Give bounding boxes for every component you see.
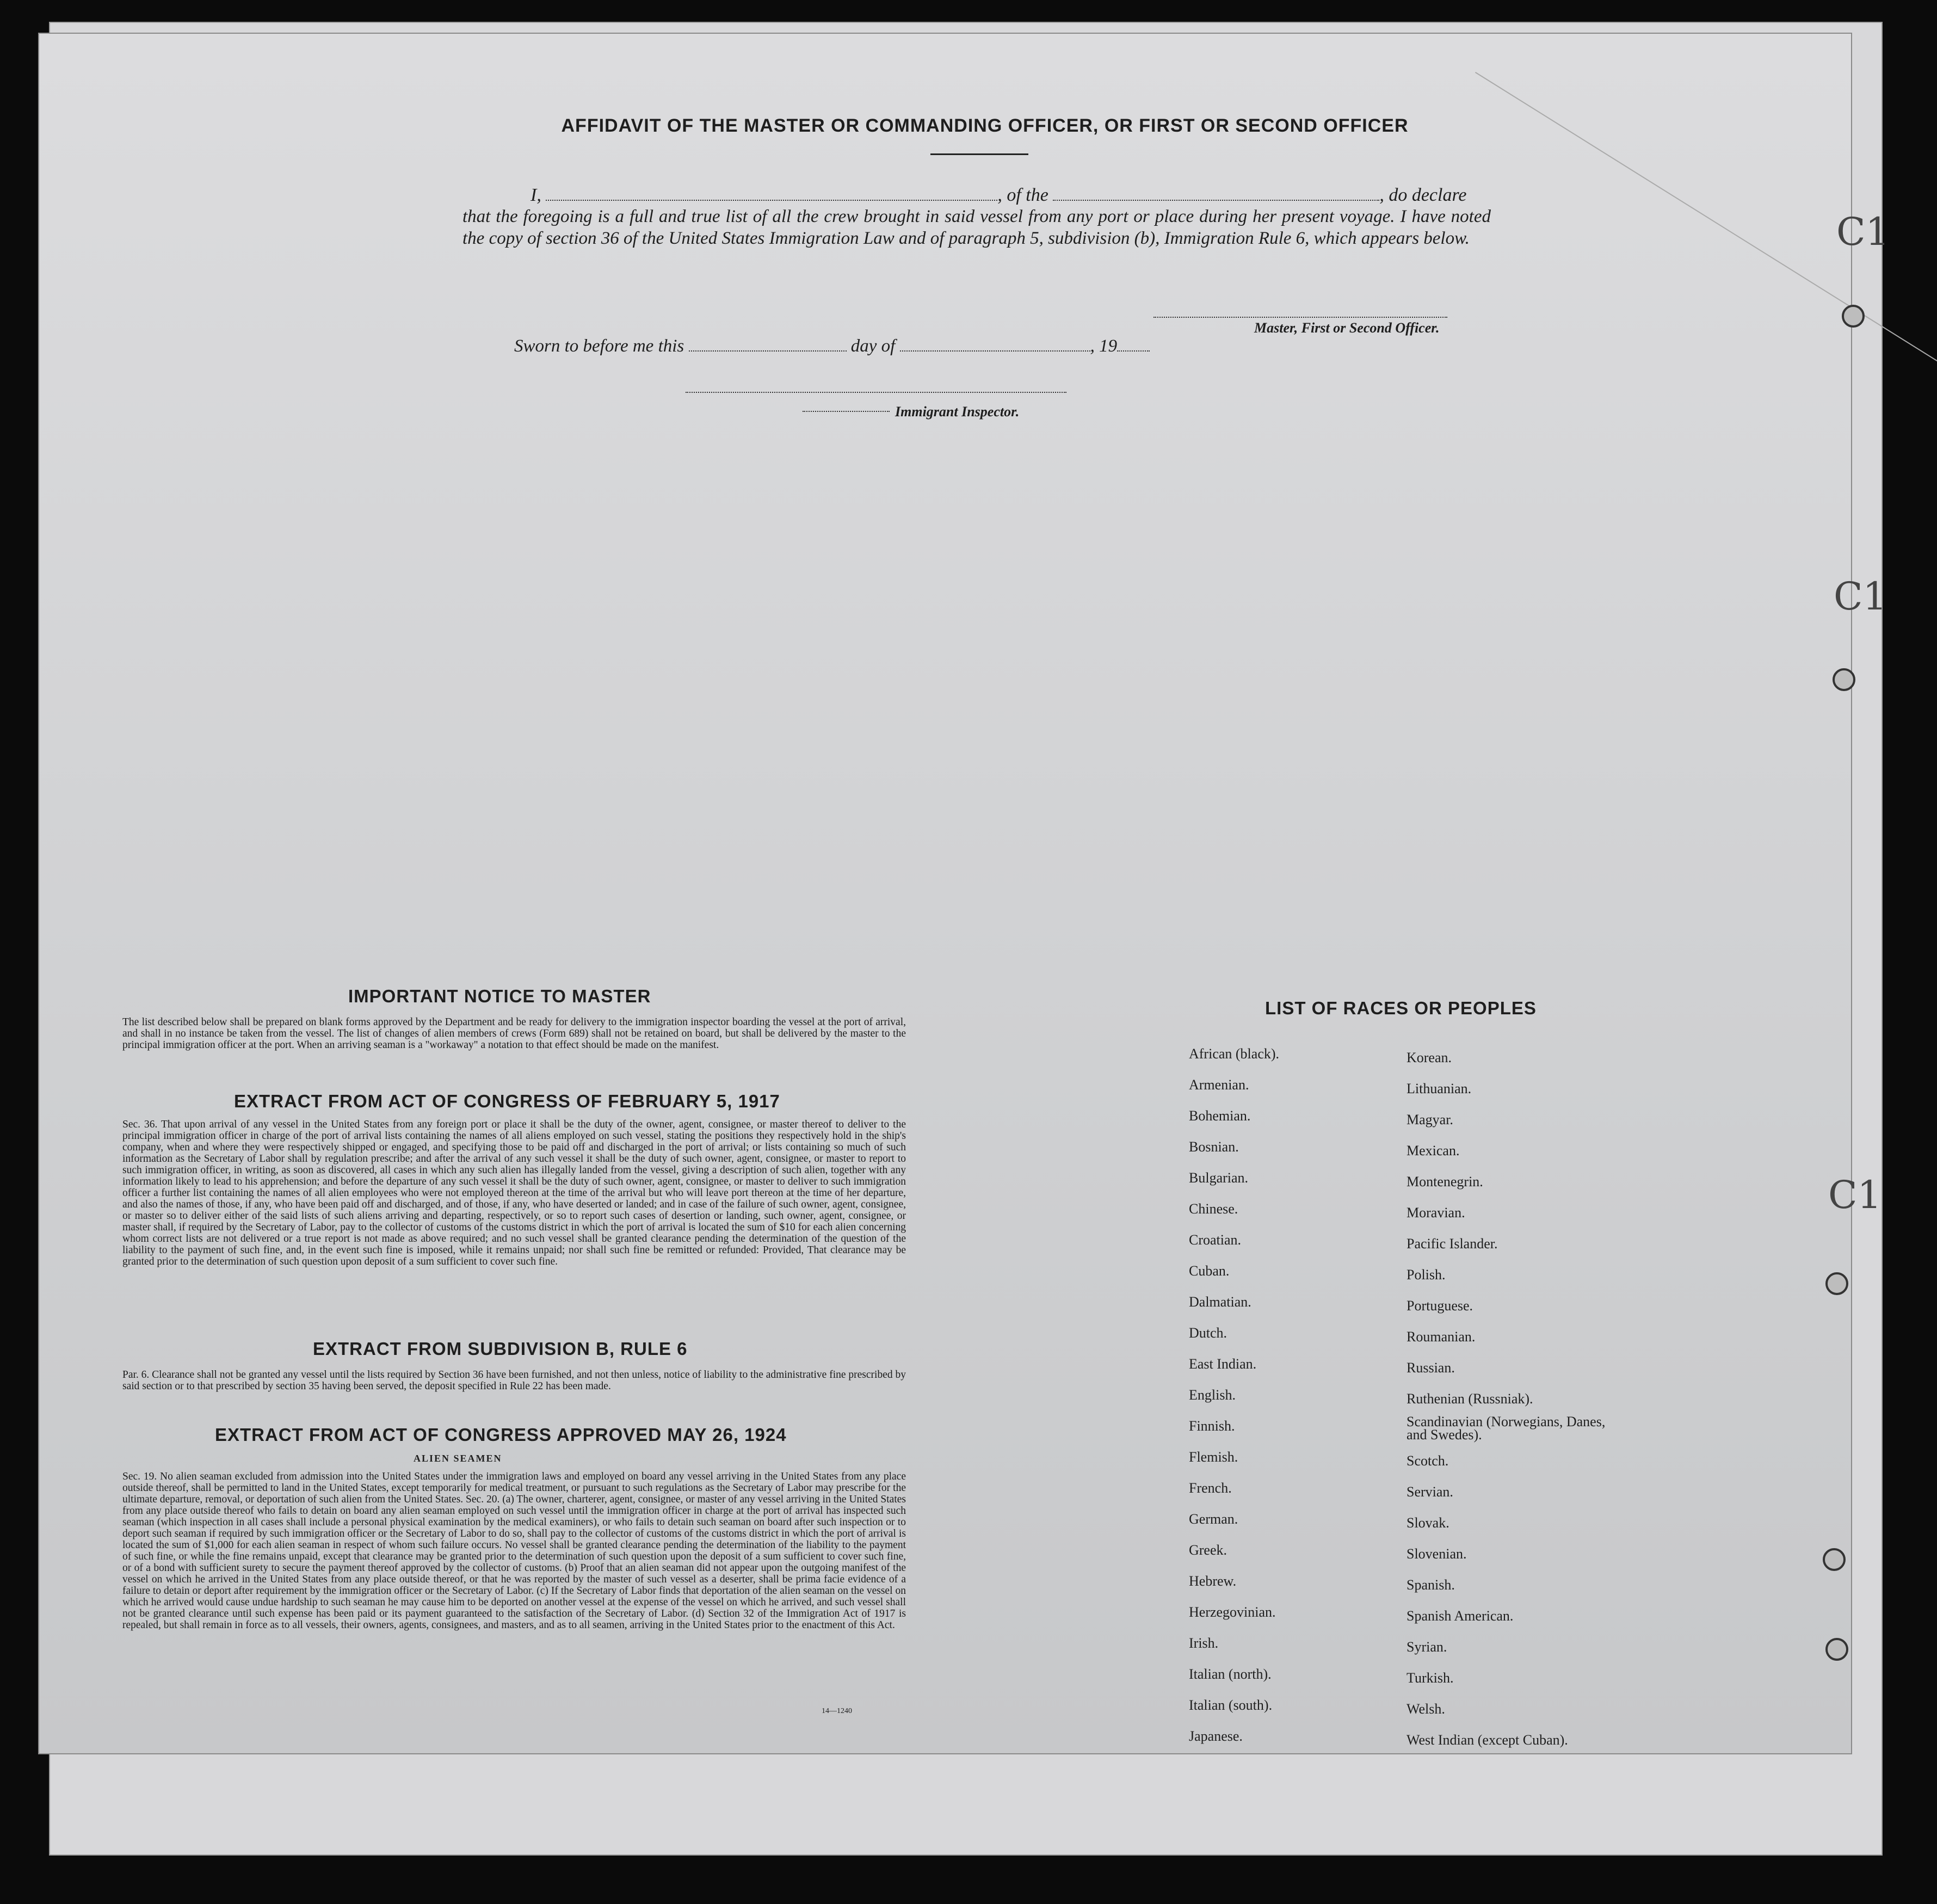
master-signature-label: Master, First or Second Officer. — [1254, 320, 1440, 336]
inspector-label: Immigrant Inspector. — [895, 404, 1020, 420]
races-title: LIST OF RACES OR PEOPLES — [1265, 998, 1537, 1018]
race-item: East Indian. — [1189, 1356, 1257, 1372]
notice-text: The list described below shall be prepared on blank forms approved by the Department and be ready for delivery to the immigration inspector boarding the vessel at the port of arrival, and shall in no instance be taken from the vessel. The list of changes of alien members of crews (Form 689) shall not be retained on board, but shall be delivered by the master to the principal immigration officer at the port. When an arriving seaman is a "workaway" a notation to that effect should be made on the manifest. — [122, 1016, 906, 1051]
race-item: Dutch. — [1189, 1325, 1227, 1341]
title-rule — [930, 153, 1028, 155]
race-item: Magyar. — [1407, 1112, 1453, 1127]
race-item: Cuban. — [1189, 1263, 1230, 1279]
race-item: German. — [1189, 1511, 1238, 1527]
master-signature-line[interactable] — [1153, 317, 1447, 318]
race-item: Italian (south). — [1189, 1697, 1273, 1713]
race-item: Finnish. — [1189, 1418, 1235, 1434]
race-item: Bosnian. — [1189, 1139, 1239, 1155]
race-item: Moravian. — [1407, 1205, 1465, 1221]
race-item: Turkish. — [1407, 1670, 1454, 1686]
margin-mark: C1 — [1834, 574, 1887, 619]
race-item: Slovenian. — [1407, 1546, 1467, 1562]
race-item: West Indian (except Cuban). — [1407, 1732, 1568, 1748]
extract-rule6-title: EXTRACT FROM SUBDIVISION B, RULE 6 — [313, 1339, 688, 1359]
race-item: Flemish. — [1189, 1449, 1238, 1465]
sworn-prefix: Sworn to before me this — [514, 336, 684, 356]
sworn-month-field[interactable] — [900, 336, 1090, 352]
extract-rule6-text: Par. 6. Clearance shall not be granted any vessel until the lists required by Section 36 have been furnished, and not then unless, notice of liability to the administrative fine prescribed by said section or to that prescribed by section 35 having been served, the deposit specified in Rule 22 has been made. — [122, 1369, 906, 1392]
race-item: Pacific Islander. — [1407, 1236, 1498, 1252]
margin-mark: C1 — [1828, 1173, 1882, 1217]
race-item: Scandinavian (Norwegians, Danes, and Swedes). — [1407, 1414, 1606, 1443]
sworn-year-field[interactable] — [1117, 336, 1150, 352]
sworn-day-field[interactable] — [689, 336, 847, 352]
race-item: Bohemian. — [1189, 1108, 1251, 1124]
binding-hole-icon — [1833, 668, 1855, 691]
race-item: Bulgarian. — [1189, 1170, 1249, 1186]
notice-title: IMPORTANT NOTICE TO MASTER — [348, 986, 651, 1006]
sworn-day-of: day of — [850, 336, 896, 356]
race-item: Spanish American. — [1407, 1608, 1514, 1624]
race-item: Chinese. — [1189, 1201, 1238, 1217]
race-item: Montenegrin. — [1407, 1174, 1483, 1190]
extract-1917-title: EXTRACT FROM ACT OF CONGRESS OF FEBRUARY 5, 1917 — [234, 1091, 780, 1111]
race-item: Hebrew. — [1189, 1573, 1237, 1589]
sworn-line — [514, 336, 1150, 356]
race-item: Servian. — [1407, 1484, 1453, 1500]
extract-1924-title: EXTRACT FROM ACT OF CONGRESS APPROVED MAY 26, 1924 — [215, 1425, 787, 1445]
race-item: Syrian. — [1407, 1639, 1447, 1655]
inspector-dots — [803, 411, 890, 412]
race-item: African (black). — [1189, 1046, 1280, 1062]
race-item: Korean. — [1407, 1050, 1452, 1065]
race-item: Italian (north). — [1189, 1666, 1272, 1682]
race-item: Scotch. — [1407, 1453, 1449, 1469]
affidavit-declare: , do declare — [1379, 185, 1467, 205]
binding-hole-icon — [1842, 305, 1865, 328]
race-item: English. — [1189, 1387, 1236, 1403]
extract-1924-text: Sec. 19. No alien seaman excluded from admission into the United States under the immigration laws and employed on board any vessel arriving in the United States from any place outside thereof, shall be permitted to land in the United States, except temporarily for medical treatment, or pursuant to such regulations as the Secretary of Labor may prescribe for the ultimate departure, removal, or deportation of such alien from the United States. Sec. 20. (a) The owner, charterer, agent, consignee, or master of any vessel arriving in the United States from any place outside thereof who fails to detain on board any alien seaman employed on such vessel until the immigration officer in charge at the port of arrival has inspected such seaman (which inspection in all cases shall include a personal physical examination by the medical examiners), or who fails to detain such seaman on board after such inspection or to deport such seaman if required by such immigration officer or the Secretary of Labor to do so, shall pay to the collector of customs of the customs district in which the port of arrival is located the sum of $1,000 for each alien seaman in respect of whom such failure occurs. No vessel shall be granted clearance pending the determination of the liability to the payment of such fine, or while the fine remains unpaid, except that clearance may be granted prior to the determination of such question upon the deposit of a sum sufficient to cover such fine, or of a bond with sufficient surety to secure the payment thereof approved by the collector of customs. (b) Proof that an alien seaman did not appear upon the outgoing manifest of the vessel on which he arrived in the United States from any place outside thereof, or that he was reported by the master of such vessel as a deserter, shall be prima facie evidence of a failure to detain or deport after requirement by the immigration officer or the Secretary of Labor. (c) If the Secretary of Labor finds that deportation of the alien seaman on the vessel on which he arrived would cause undue hardship to such seaman he may cause him to be deported on another vessel at the expense of the vessel on which he arrived, and such vessel shall not be granted clearance until such expense has been paid or its payment guaranteed to the satisfaction of the Secretary of Labor. (d) Section 32 of the Immigration Act of 1917 is repealed, but shall remain in force as to all vessels, their owners, agents, consignees, and masters, and as to all seamen, arriving in the United States prior to the enactment of this Act. — [122, 1471, 906, 1631]
margin-mark: C1 — [1836, 209, 1890, 254]
form-number: 14—1240 — [822, 1707, 852, 1715]
sworn-year-prefix: , 19 — [1090, 336, 1118, 356]
binding-hole-icon — [1823, 1548, 1846, 1571]
alien-seamen-heading: ALIEN SEAMEN — [414, 1453, 502, 1464]
race-item: Mexican. — [1407, 1143, 1460, 1159]
race-item: Russian. — [1407, 1360, 1455, 1376]
race-item: Portuguese. — [1407, 1298, 1473, 1314]
race-item: Irish. — [1189, 1635, 1219, 1651]
race-item: Spanish. — [1407, 1577, 1455, 1593]
affidavit-paragraph: that the foregoing is a full and true list of all the crew brought in said vessel from any port or place during her present voyage. I have noted the copy of section 36 of the United States Immigration Law and of paragraph 5, subdivision (b), Immigration Rule 6, which appears below. — [462, 207, 1491, 248]
race-item: Polish. — [1407, 1267, 1446, 1283]
race-item: Lithuanian. — [1407, 1081, 1472, 1096]
race-item: Dalmatian. — [1189, 1294, 1251, 1310]
race-item: Ruthenian (Russniak). — [1407, 1391, 1533, 1407]
vessel-name-field[interactable] — [1053, 186, 1379, 201]
extract-1917-text: Sec. 36. That upon arrival of any vessel in the United States from any foreign port or place it shall be the duty of the owner, agent, consignee, or master thereof to deliver to the principal immigration officer in charge of the port of arrival lists containing the names of all aliens employed on such vessel, stating the positions they respectively hold in the ship's company, when and where they were respectively shipped or engaged, and specifying those to be paid off and discharged in the port of arrival; or lists containing so much of such information as the Secretary of Labor shall by regulation prescribe; and after the arrival of any such vessel it shall be the duty of such owner, agent, consignee, or master to report to such immigration officer, in writing, as soon as discovered, all cases in which any such alien has illegally landed from the vessel, giving a description of such alien, together with any information likely to lead to his apprehension; and before the departure of any such vessel it shall be the duty of such owner, agent, consignee, or master to deliver to such immigration officer a further list containing the names of all alien employees who were not employed thereon at the time of the arrival but who will leave port thereon at the time of her departure, and also the names of those, if any, who have been paid off and discharged, and of those, if any, who have deserted or landed; and in case of the failure of such owner, agent, consignee, or master so to deliver either of the said lists of such aliens arriving and departing, respectively, or so to report such cases of desertion or landing, such owner, agent, consignee, or master shall, if required by the Secretary of Labor, pay to the collector of customs of the customs district in which the port of arrival is located the sum of $10 for each alien concerning whom correct lists are not delivered or a true report is not made as above required; and no such vessel shall be granted clearance pending the determination of the question of the liability to the payment of such fine, and, in the event such fine is imposed, while it remains unpaid; nor shall such fine be remitted or refunded: Provided, That clearance may be granted prior to the determination of such question upon deposit of a sum sufficient to cover such fine. — [122, 1119, 906, 1267]
race-item: French. — [1189, 1480, 1232, 1496]
binding-hole-icon — [1825, 1272, 1848, 1295]
race-item: Japanese. — [1189, 1728, 1243, 1744]
race-item: Slovak. — [1407, 1515, 1449, 1531]
race-item: Roumanian. — [1407, 1329, 1476, 1345]
affidavit-of-the: , of the — [997, 185, 1048, 205]
race-item: Armenian. — [1189, 1077, 1249, 1093]
inspector-signature-line[interactable] — [686, 392, 1066, 393]
affidavit-title: AFFIDAVIT OF THE MASTER OR COMMANDING OFFICER, OR FIRST OR SECOND OFFICER — [561, 115, 1409, 136]
race-item: Welsh. — [1407, 1701, 1445, 1717]
race-item: Croatian. — [1189, 1232, 1242, 1248]
master-name-field[interactable] — [546, 186, 997, 201]
race-item: Greek. — [1189, 1542, 1227, 1558]
affidavit-line-1 — [530, 185, 1467, 206]
affidavit-i: I, — [530, 185, 541, 205]
binding-hole-icon — [1825, 1638, 1848, 1661]
race-item: Herzegovinian. — [1189, 1604, 1276, 1620]
